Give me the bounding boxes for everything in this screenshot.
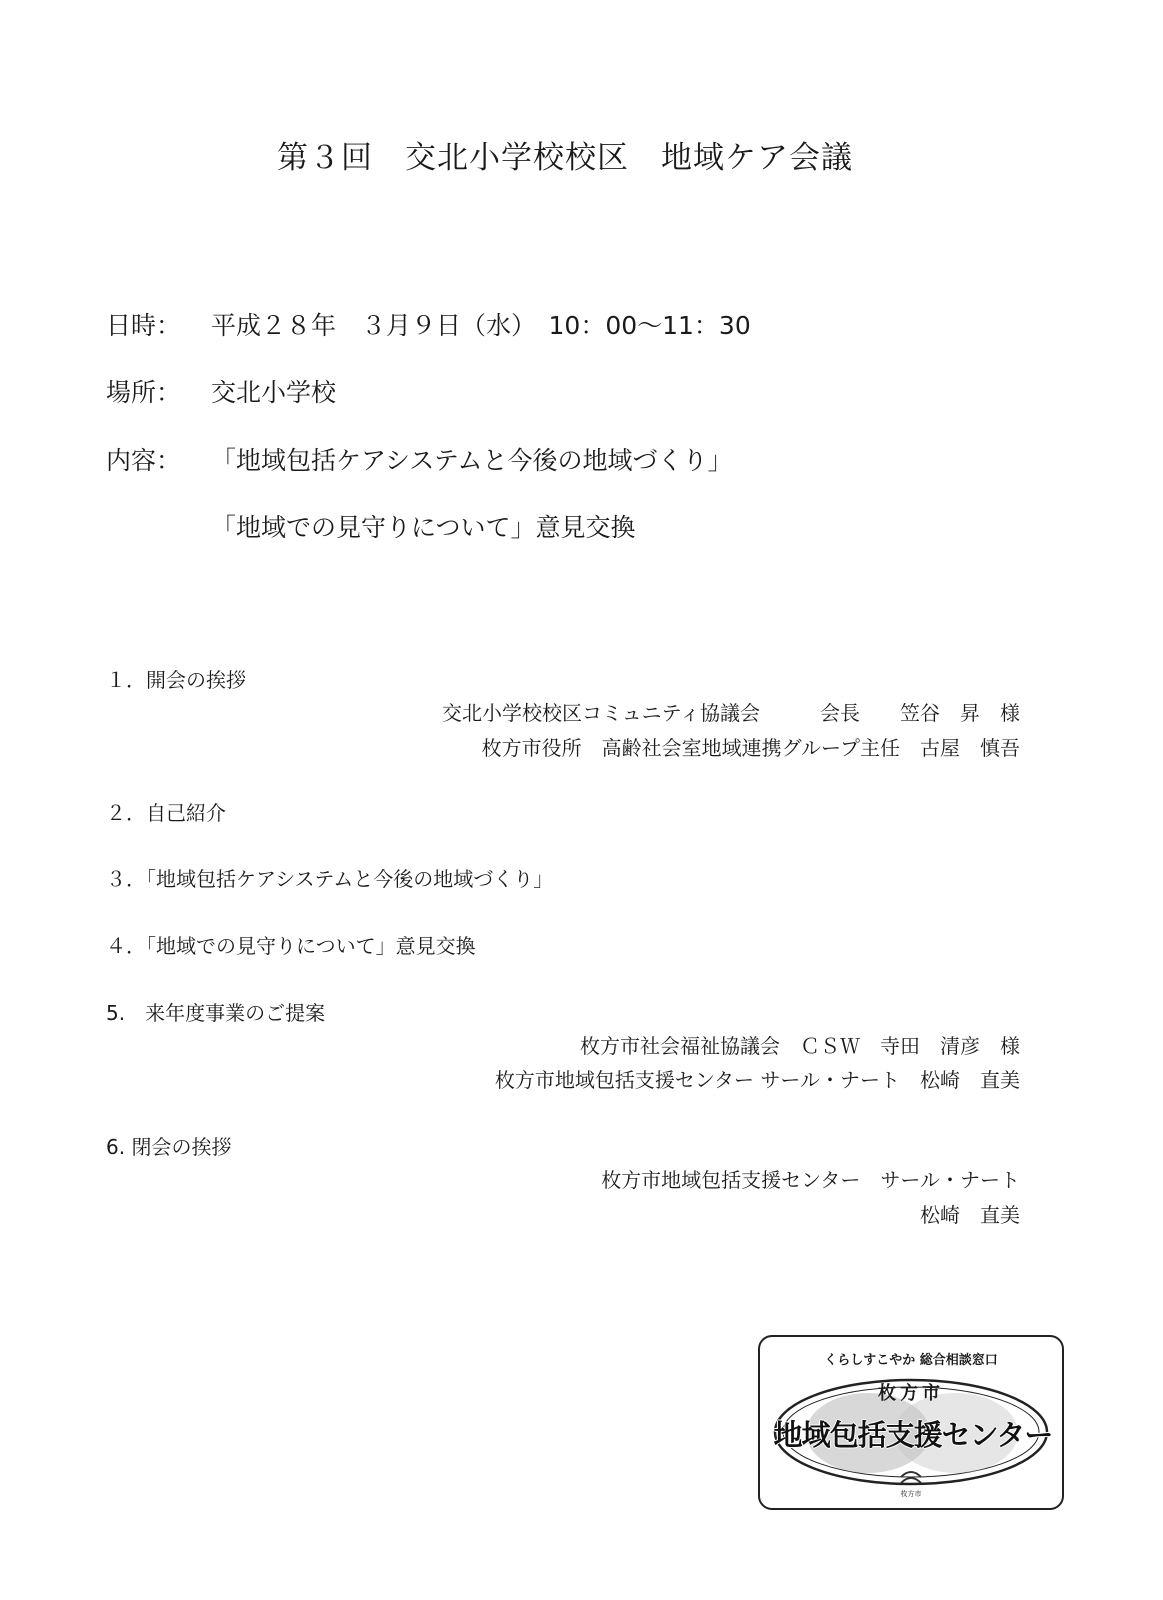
agenda-5-speaker-1: 枚方市社会福祉協議会 ＣＳＷ 寺田 清彦 様 [580, 1034, 1020, 1058]
logo-tagline: くらしすこやか 総合相談窓口 [824, 1353, 998, 1368]
agenda-item-6: 6. 閉会の挨拶 [106, 1135, 232, 1159]
place-value: 交北小学校 [211, 378, 337, 407]
agenda-6-speaker-2: 松崎 直美 [920, 1203, 1020, 1227]
datetime-value: 平成２８年 ３月９日（水） 10：00～11：30 [211, 311, 751, 340]
agenda-6-speaker-1: 枚方市地域包括支援センター サール・ナート [601, 1168, 1020, 1192]
datetime-label: 日時： [106, 311, 182, 340]
document-title: 第３回 交北小学校校区 地域ケア会議 [277, 140, 853, 176]
center-logo-stamp [758, 1335, 1064, 1510]
content-value-2: 「地域での見守りについて」意見交換 [211, 513, 636, 542]
logo-city-name: 枚方市 [878, 1383, 944, 1404]
agenda-1-speaker-2: 枚方市役所 高齢社会室地域連携グループ主任 古屋 慎吾 [481, 736, 1020, 760]
content-label: 内容： [106, 446, 182, 475]
agenda-item-3: ３．「地域包括ケアシステムと今後の地域づくり」 [106, 867, 554, 891]
agenda-item-2: ２．自己紹介 [106, 801, 226, 825]
agenda-item-5: 5. 来年度事業のご提案 [106, 1001, 326, 1025]
content-value-1: 「地域包括ケアシステムと今後の地域づくり」 [211, 446, 733, 475]
agenda-5-speaker-2: 枚方市地域包括支援センター サール・ナート 松崎 直美 [494, 1068, 1020, 1092]
place-row [106, 373, 336, 409]
agenda-item-1: １．開会の挨拶 [106, 668, 246, 692]
logo-center-name: 地域包括支援センター [773, 1418, 1053, 1452]
agenda-1-speaker-1: 交北小学校校区コミュニティ協議会 会長 笠谷 昇 様 [442, 701, 1020, 725]
content-row [106, 441, 733, 477]
datetime-row [106, 306, 751, 342]
agenda-item-4: ４．「地域での見守りについて」意見交換 [106, 934, 476, 958]
place-label: 場所： [106, 378, 182, 407]
logo-emblem-caption: 枚方市 [900, 1490, 922, 1498]
